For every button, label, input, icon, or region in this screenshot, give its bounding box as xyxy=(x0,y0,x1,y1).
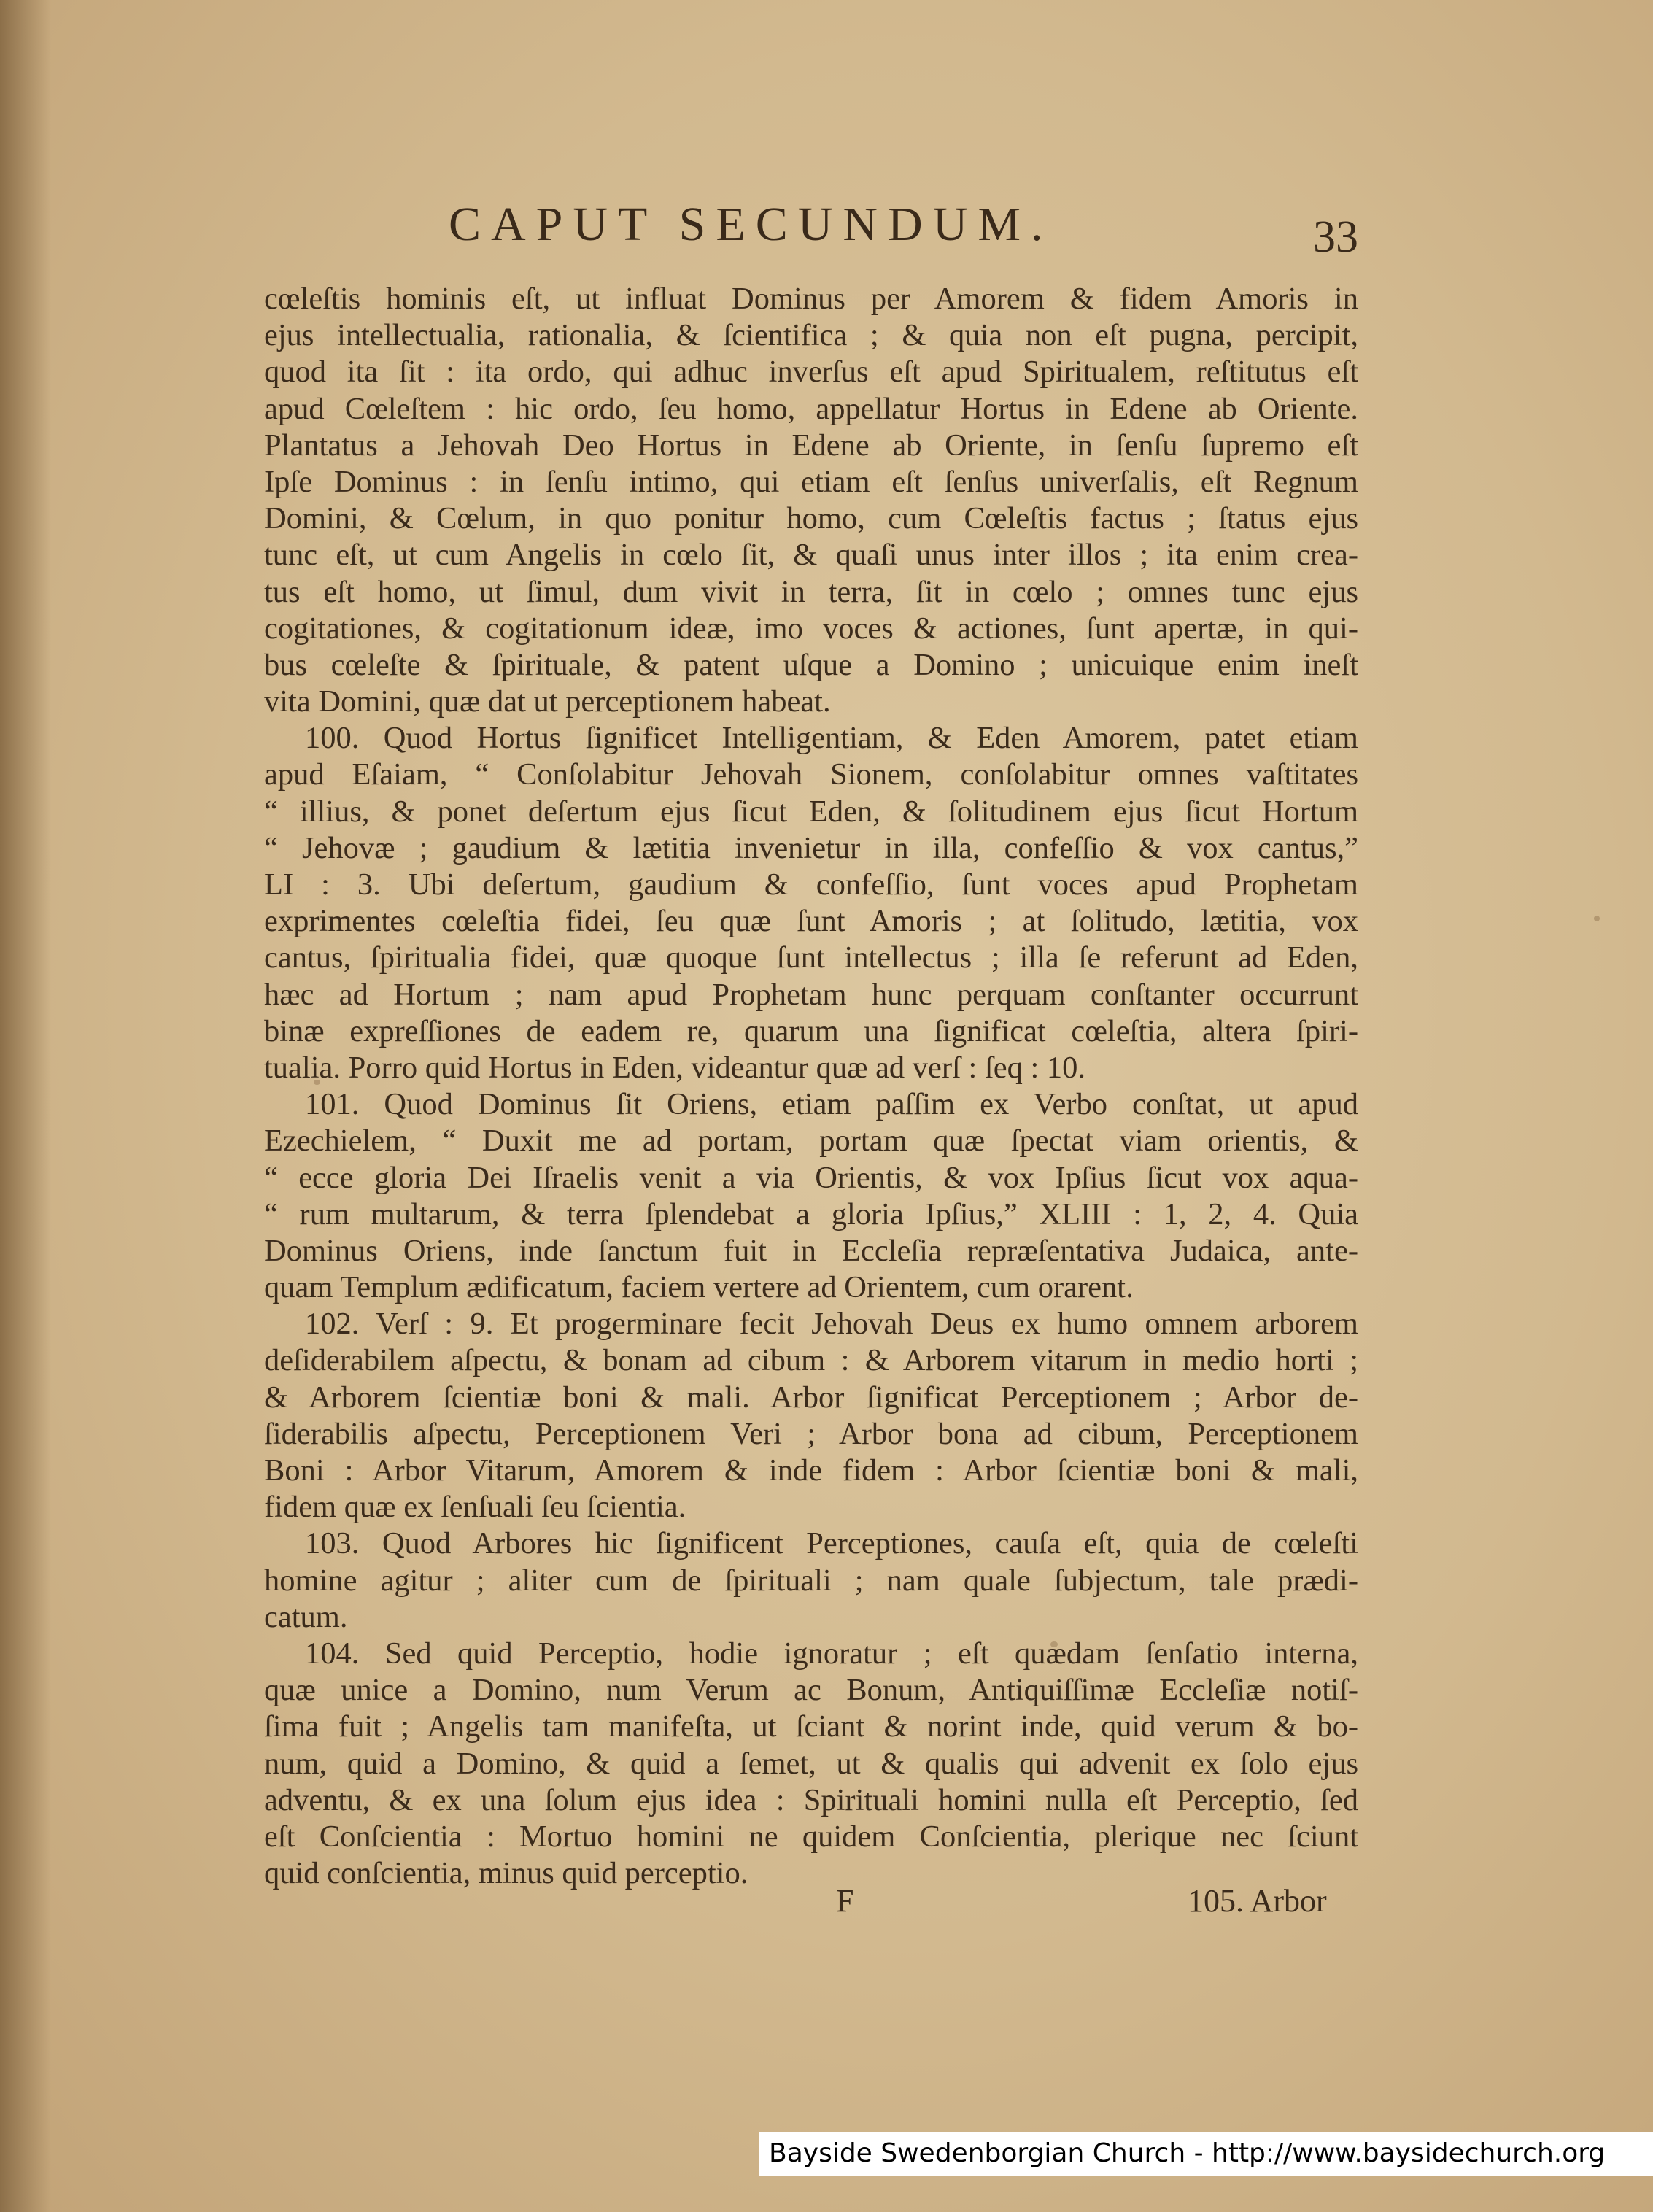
ink-speck xyxy=(1594,916,1600,921)
text-line: catum. xyxy=(264,1599,348,1634)
signature-mark: F xyxy=(836,1883,854,1919)
text-line: Ipſe Dominus : in ſenſu intimo, qui etiam eſt ſenſus univerſalis, eſt Regnum xyxy=(264,464,1358,499)
text-line: ejus intellectualia, rationalia, & ſcientifica ; & quia non eſt pugna, percipit, xyxy=(264,318,1358,353)
text-line: eſt Conſcientia : Mortuo homini ne quidem Conſcientia, plerique nec ſciunt xyxy=(264,1819,1358,1854)
text-line: tualia. Porro quid Hortus in Eden, videantur quæ ad verſ : ſeq : 10. xyxy=(264,1050,1086,1085)
text-line: 104. Sed quid Perceptio, hodie ignoratur ; eſt quædam ſenſatio interna, xyxy=(305,1636,1358,1671)
text-line: 101. Quod Dominus ſit Oriens, etiam paſſim ex Verbo conſtat, ut apud xyxy=(305,1087,1358,1122)
text-line: binæ expreſſiones de eadem re, quarum una ſignificat cœleſtia, altera ſpiri- xyxy=(264,1013,1358,1048)
text-line: exprimentes cœleſtia fidei, ſeu quæ ſunt Amoris ; at ſolitudo, lætitia, vox xyxy=(264,904,1358,939)
text-line: Dominus Oriens, inde ſanctum fuit in Eccleſia repræſentativa Judaica, ante- xyxy=(264,1233,1358,1268)
text-line: deſiderabilem aſpectu, & bonam ad cibum : & Arborem vitarum in medio horti ; xyxy=(264,1343,1358,1378)
body-text xyxy=(264,281,1358,1892)
text-line: cœleſtis hominis eſt, ut influat Dominus per Amorem & fidem Amoris in xyxy=(264,282,1358,316)
text-line: Plantatus a Jehovah Deo Hortus in Edene ab Oriente, in ſenſu ſupremo eſt xyxy=(264,428,1358,463)
text-line: “ illius, & ponet deſertum ejus ſicut Eden, & ſolitudinem ejus ſicut Hortum xyxy=(264,794,1358,829)
text-line: tus eſt homo, ut ſimul, dum vivit in terra, ſit in cœlo ; omnes tunc ejus xyxy=(264,574,1358,609)
text-line: num, quid a Domino, & quid a ſemet, ut & qualis qui advenit ex ſolo ejus xyxy=(264,1746,1358,1781)
text-line: tunc eſt, ut cum Angelis in cœlo ſit, & quaſi unus inter illos ; ita enim crea- xyxy=(264,538,1358,573)
text-line: “ Jehovæ ; gaudium & lætitia invenietur in illa, confeſſio & vox cantus,” xyxy=(264,830,1358,865)
text-line: “ ecce gloria Dei Iſraelis venit a via Orientis, & vox Ipſius ſicut vox aqua- xyxy=(264,1160,1358,1195)
text-line: vita Domini, quæ dat ut perceptionem habeat. xyxy=(264,684,831,719)
text-line: fidem quæ ex ſenſuali ſeu ſcientia. xyxy=(264,1490,686,1525)
text-line: homine agitur ; aliter cum de ſpirituali ; nam quale ſubjectum, tale prædi- xyxy=(264,1563,1358,1598)
page-edge-shadow xyxy=(0,0,51,2212)
text-line: bus cœleſte & ſpirituale, & patent uſque a Domino ; unicuique enim ineſt xyxy=(264,647,1358,682)
text-line: Boni : Arbor Vitarum, Amorem & inde fidem : Arbor ſcientiæ boni & mali, xyxy=(264,1453,1358,1488)
text-line: 102. Verſ : 9. Et progerminare fecit Jehovah Deus ex humo omnem arborem xyxy=(305,1307,1358,1342)
text-line: ſima fuit ; Angelis tam manifeſta, ut ſciant & norint inde, quid verum & bo- xyxy=(264,1709,1358,1744)
text-line: “ rum multarum, & terra ſplendebat a gloria Ipſius,” XLIII : 1, 2, 4. Quia xyxy=(264,1196,1358,1231)
text-line: & Arborem ſcientiæ boni & mali. Arbor ſignificat Perceptionem ; Arbor de- xyxy=(264,1380,1358,1415)
text-line: quod ita ſit : ita ordo, qui adhuc inverſus eſt apud Spiritualem, reſtitutus eſt xyxy=(264,355,1358,390)
text-line: apud Cœleſtem : hic ordo, ſeu homo, appellatur Hortus in Edene ab Oriente. xyxy=(264,391,1358,426)
text-line: quam Templum ædificatum, faciem vertere ad Orientem, cum orarent. xyxy=(264,1270,1134,1305)
text-line: cantus, ſpiritualia fidei, quæ quoque ſunt intellectus ; illa ſe referunt ad Eden, xyxy=(264,940,1358,975)
text-line: 100. Quod Hortus ſignificet Intelligentiam, & Eden Amorem, patet etiam xyxy=(305,721,1358,756)
text-line: ſiderabilis aſpectu, Perceptionem Veri ; Arbor bona ad cibum, Perceptionem xyxy=(264,1416,1358,1451)
text-line: hæc ad Hortum ; nam apud Prophetam hunc perquam conſtanter occurrunt xyxy=(264,977,1358,1012)
text-line: 103. Quod Arbores hic ſignificent Perceptiones, cauſa eſt, quia de cœleſti xyxy=(305,1526,1358,1561)
text-line: quid conſcientia, minus quid perceptio. xyxy=(264,1856,748,1891)
text-line: Ezechielem, “ Duxit me ad portam, portam quæ ſpectat viam orientis, & xyxy=(264,1124,1358,1159)
watermark-banner: Bayside Swedenborgian Church - http://www.baysidechurch.org xyxy=(759,2132,1653,2176)
catchword: 105. Arbor xyxy=(1188,1883,1327,1919)
text-line: adventu, & ex una ſolum ejus idea : Spirituali homini nulla eſt Perceptio, ſed xyxy=(264,1782,1358,1817)
text-line: quæ unice a Domino, num Verum ac Bonum, Antiquiſſimæ Eccleſiæ notiſ- xyxy=(264,1673,1358,1708)
text-line: apud Eſaiam, “ Conſolabitur Jehovah Sionem, conſolabitur omnes vaſtitates xyxy=(264,757,1358,792)
page-number: 33 xyxy=(1313,212,1358,262)
running-head: CAPUT SECUNDUM. xyxy=(449,198,1053,251)
page-header xyxy=(0,197,1653,277)
text-line: Domini, & Cœlum, in quo ponitur homo, cum Cœleſtis factus ; ſtatus ejus xyxy=(264,501,1358,536)
text-line: LI : 3. Ubi deſertum, gaudium & confeſſio, ſunt voces apud Prophetam xyxy=(264,867,1358,902)
text-line: cogitationes, & cogitationum ideæ, imo voces & actiones, ſunt apertæ, in qui- xyxy=(264,611,1358,646)
